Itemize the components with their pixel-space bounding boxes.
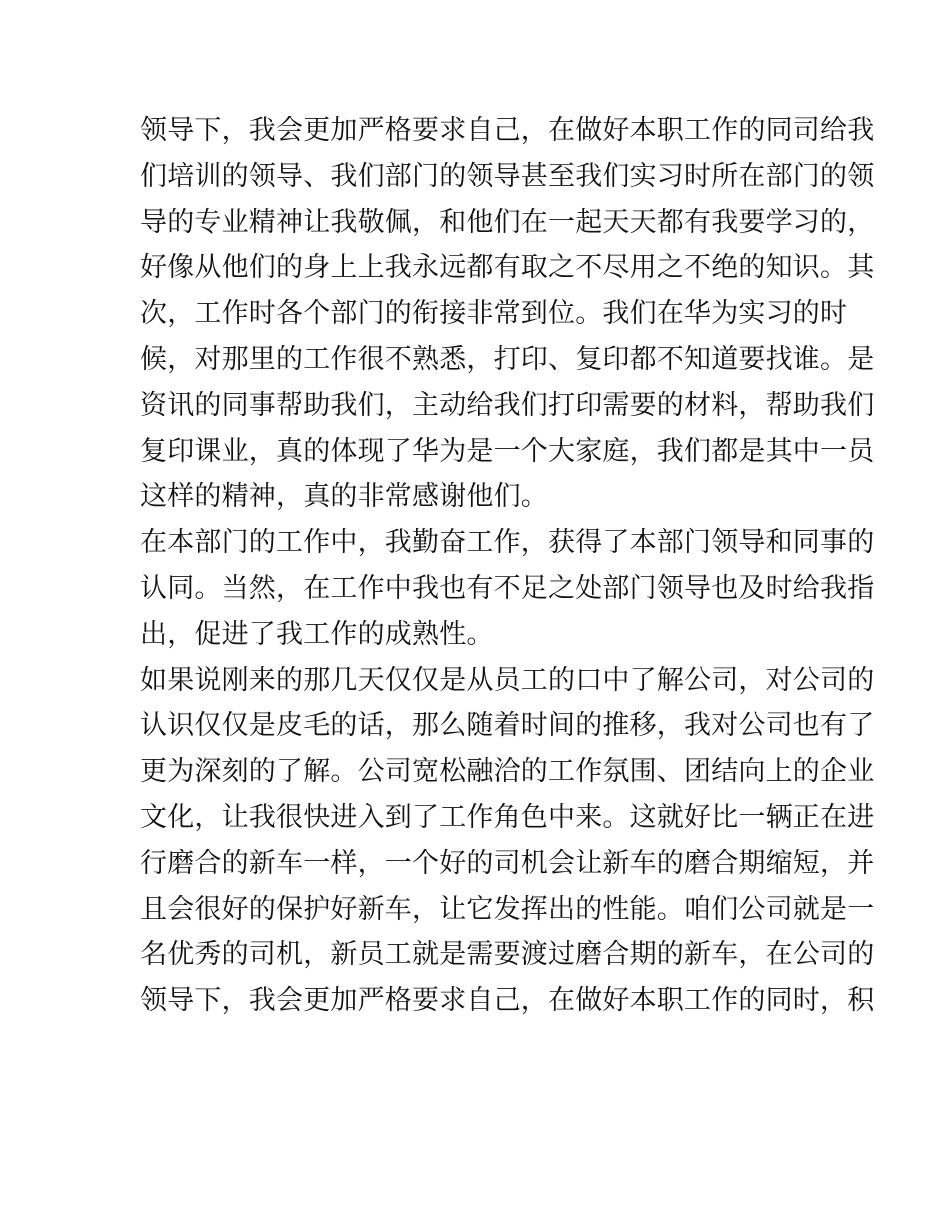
text-line: 认同。当然，在工作中我也有不足之处部门领导也及时给我指 [140, 572, 875, 604]
text-line: 领导下，我会更加严格要求自己，在做好本职工作的同时，积 [140, 985, 875, 1017]
text-line: 资讯的同事帮助我们，主动给我们打印需要的材料，帮助我们 [140, 389, 875, 421]
text-line: 次，工作时各个部门的衔接非常到位。我们在华为实习的时 [140, 298, 848, 330]
document-body-text [140, 108, 875, 1024]
text-line: 更为深刻的了解。公司宽松融洽的工作氛围、团结向上的企业 [140, 756, 875, 788]
text-line: 候，对那里的工作很不熟悉，打印、复印都不知道要找谁。是 [140, 343, 875, 375]
text-line: 复印课业，真的体现了华为是一个大家庭，我们都是其中一员 [140, 435, 875, 467]
text-line: 出，促进了我工作的成熟性。 [140, 618, 494, 650]
text-line: 导的专业精神让我敬佩，和他们在一起天天都有我要学习的， [140, 206, 875, 238]
text-line: 行磨合的新车一样，一个好的司机会让新车的磨合期缩短，并 [140, 847, 875, 879]
text-line: 领导下，我会更加严格要求自己，在做好本职工作的同司给我 [140, 115, 875, 146]
text-line: 在本部门的工作中，我勤奋工作，获得了本部门领导和同事的 [140, 527, 875, 559]
text-line: 这样的精神，真的非常感谢他们。 [140, 481, 548, 513]
text-line: 如果说刚来的那几天仅仅是从员工的口中了解公司，对公司的 [140, 664, 875, 696]
text-line: 且会很好的保护好新车，让它发挥出的性能。咱们公司就是一 [140, 893, 875, 925]
text-line: 好像从他们的身上上我永远都有取之不尽用之不绝的知识。其 [140, 252, 875, 284]
text-line: 名优秀的司机，新员工就是需要渡过磨合期的新车，在公司的 [140, 939, 875, 971]
text-line: 认识仅仅是皮毛的话，那么随着时间的推移，我对公司也有了 [140, 710, 875, 742]
text-line: 文化，让我很快进入到了工作角色中来。这就好比一辆正在进 [140, 801, 875, 833]
text-line: 们培训的领导、我们部门的领导甚至我们实习时所在部门的领 [140, 160, 875, 192]
